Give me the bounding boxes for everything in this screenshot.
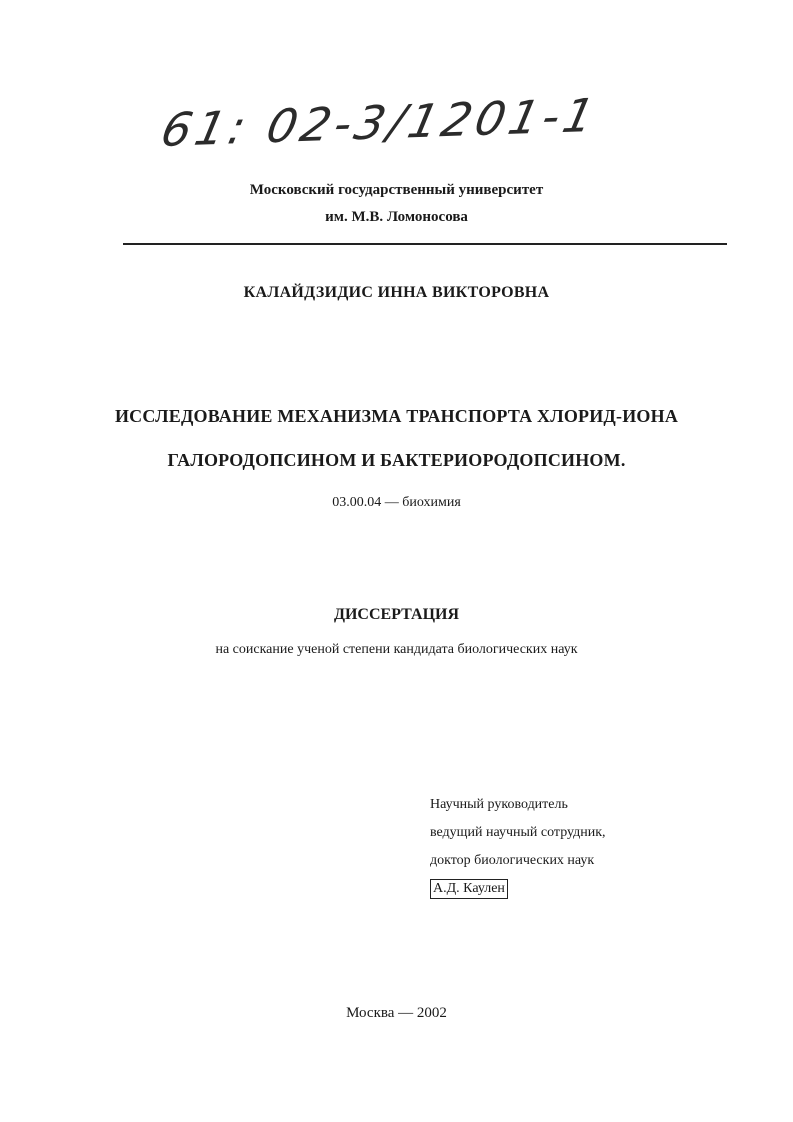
advisor-degree: доктор биологических наук [430,853,595,868]
advisor-position: ведущий научный сотрудник, [430,825,606,840]
place-year: Москва — 2002 [346,1005,447,1021]
archive-number: 61: 02-3/1201-1 [156,87,603,157]
document-type: ДИССЕРТАЦИЯ [333,606,460,623]
degree-line: на соискание ученой степени кандидата биологических наук [215,642,578,657]
advisor-role: Научный руководитель [430,797,568,812]
author-name: КАЛАЙДЗИДИС ИННА ВИКТОРОВНА [243,284,550,301]
title-line-2: ГАЛОРОДОПСИНОМ И БАКТЕРИОРОДОПСИНОМ. [167,450,626,470]
specialty: 03.00.04 — биохимия [332,495,461,510]
title-line-1: ИССЛЕДОВАНИЕ МЕХАНИЗМА ТРАНСПОРТА ХЛОРИД-ИОНА [114,406,679,426]
header-divider [123,243,727,245]
university-subtitle: им. М.В. Ломоносова [325,209,468,225]
advisor-name: А.Д. Каулен [430,879,508,899]
advisor-block [430,791,606,903]
university-name: Московский государственный университет [249,182,544,198]
